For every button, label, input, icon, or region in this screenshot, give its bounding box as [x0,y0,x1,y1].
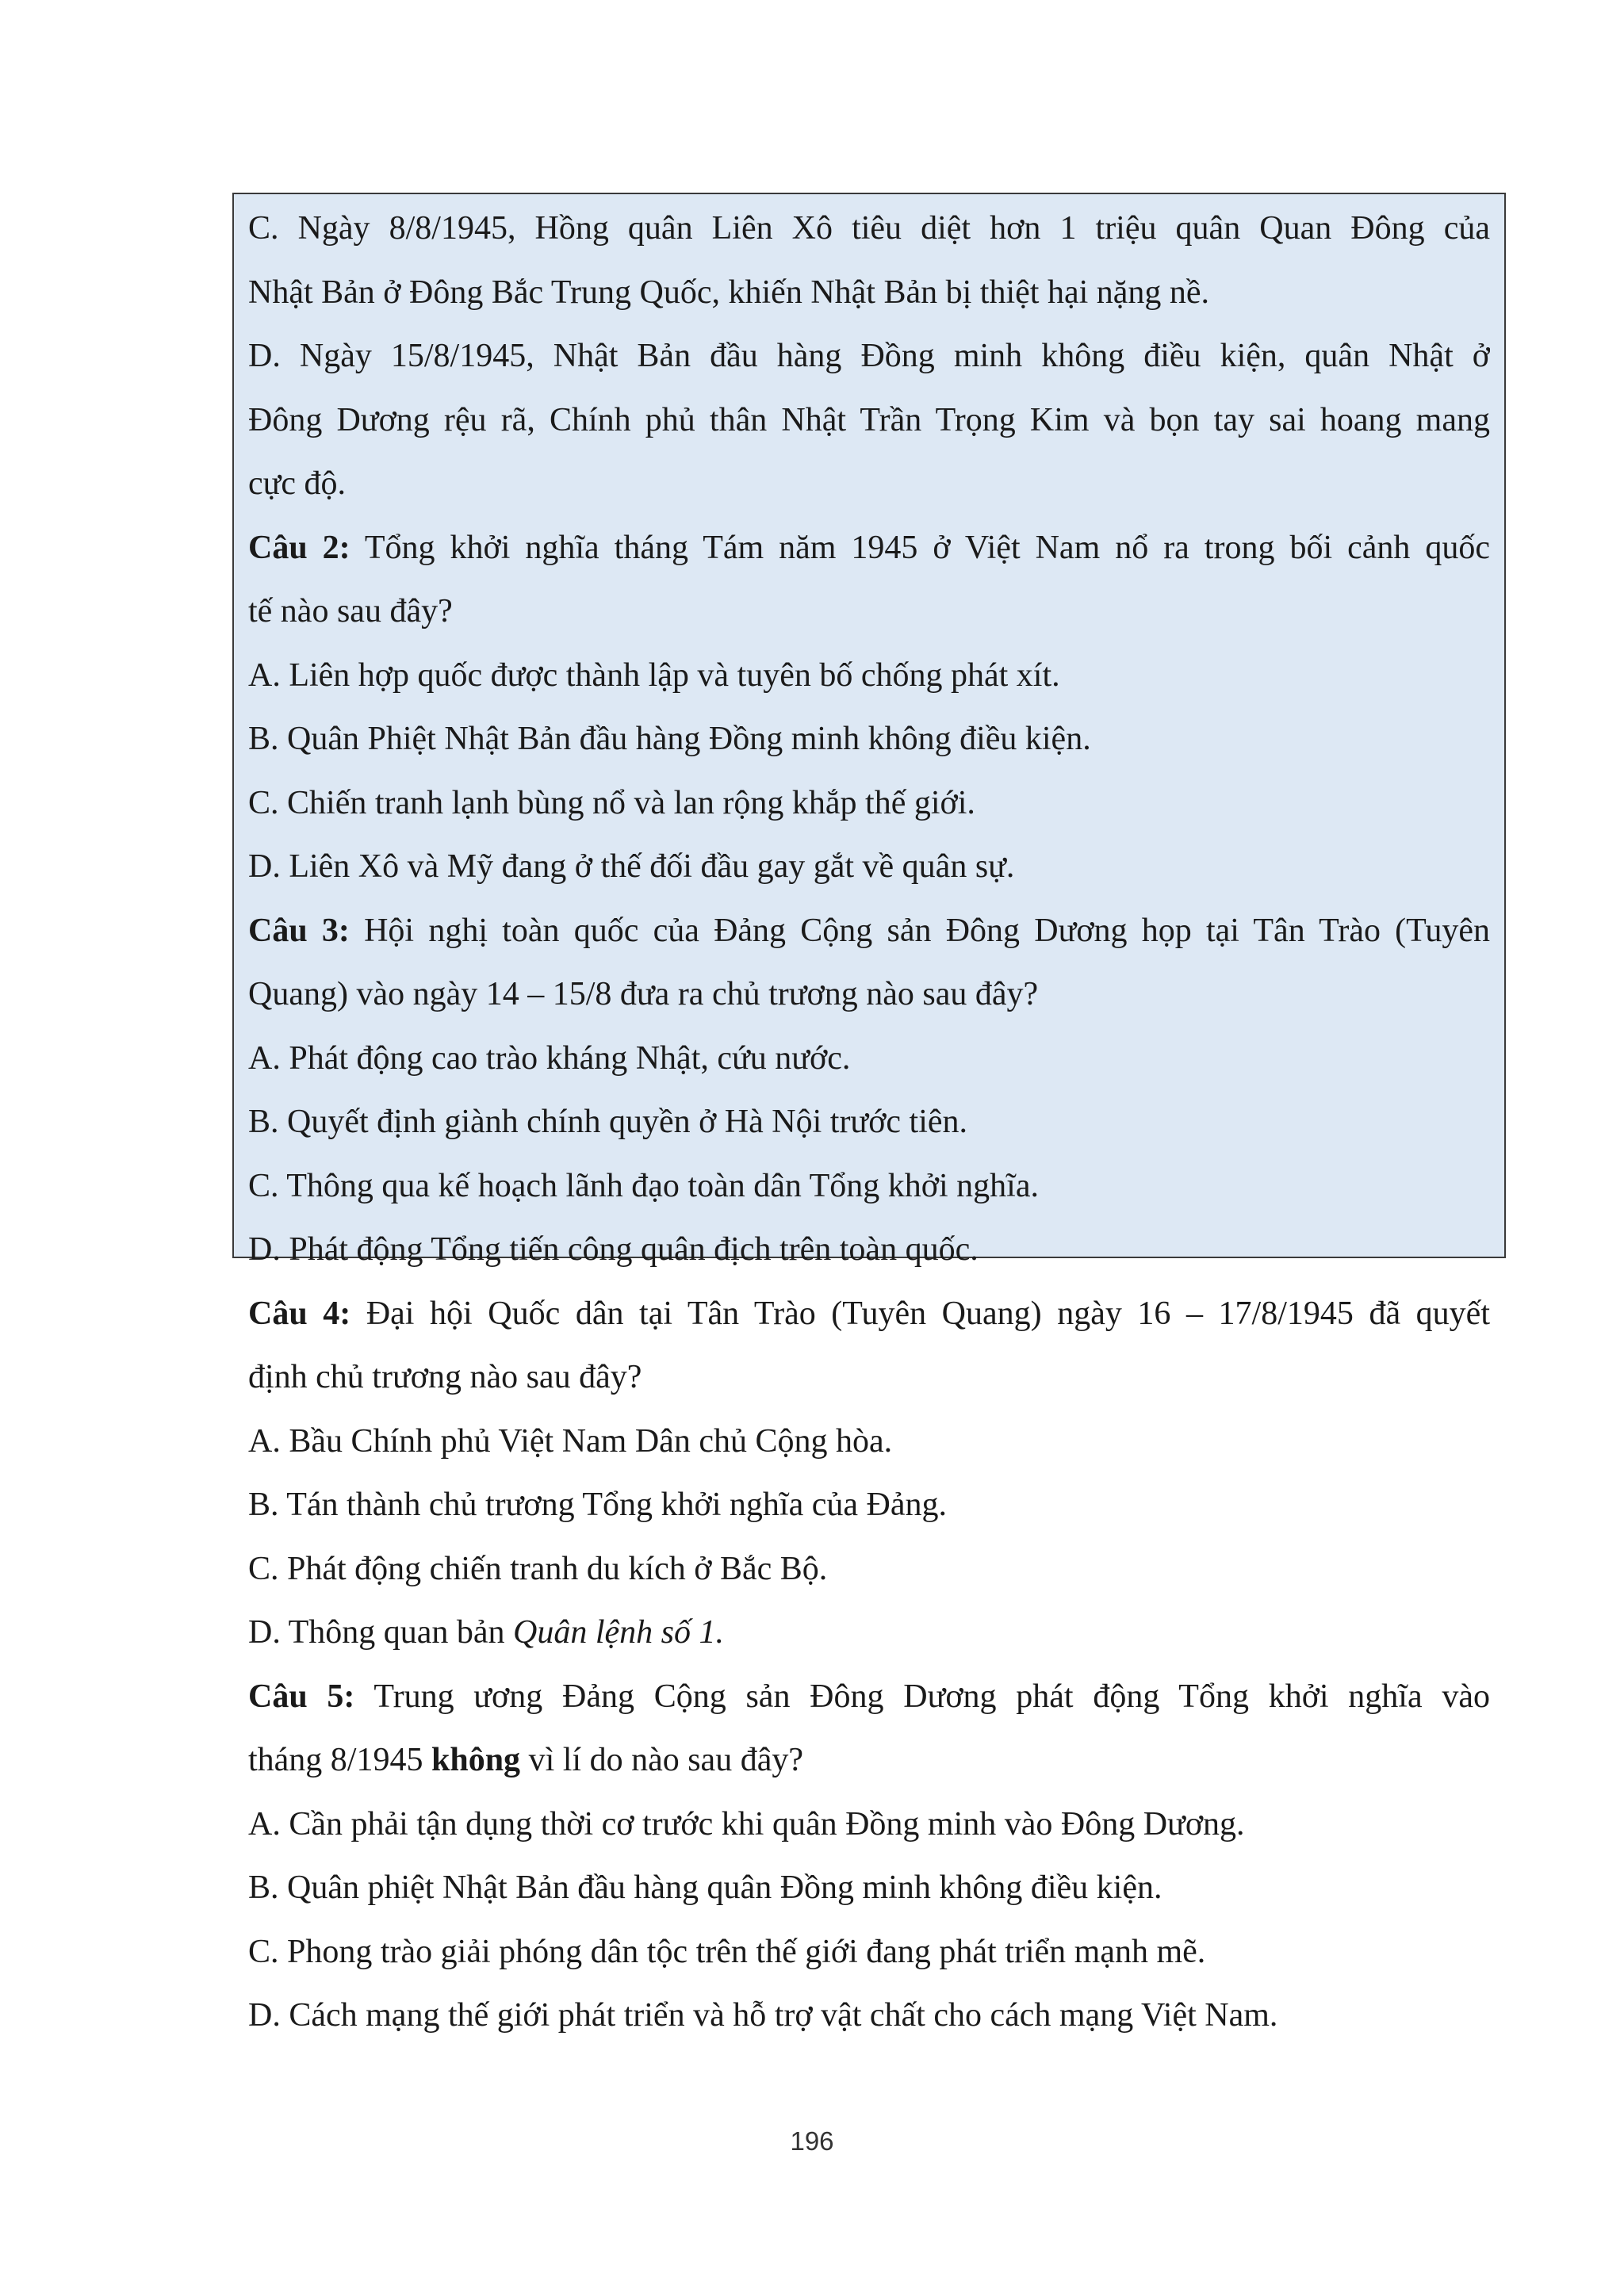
page-number: 196 [790,2126,834,2156]
q5-option-d: D. Cách mạng thế giới phát triển và hỗ trợ vật chất cho cách mạng Việt Nam. [248,1997,1278,2034]
q5-stem-suffix: vì lí do nào sau đây? [520,1742,803,1778]
q2-label: Câu 2: [248,529,350,566]
q3-option-d: D. Phát động Tổng tiến công quân địch trên toàn quốc. [248,1231,979,1268]
q1-option-d-line-2: Đông Dương rệu rã, Chính phủ thân Nhật Trần Trọng Kim và bọn tay sai hoang mang [248,401,1490,438]
q2-stem-line-1 [248,516,1490,580]
q5-stem-text-1: Trung ương Đảng Cộng sản Đông Dương phát động Tổng khởi nghĩa vào [354,1678,1490,1715]
q5-stem-line-1 [248,1665,1490,1729]
q2-option-d: D. Liên Xô và Mỹ đang ở thế đối đầu gay gắt về quân sự. [248,848,1015,885]
q4-stem-line-2: định chủ trương nào sau đây? [248,1359,642,1395]
q5-option-b: B. Quân phiệt Nhật Bản đầu hàng quân Đồng minh không điều kiện. [248,1869,1162,1906]
q5-label: Câu 5: [248,1678,355,1715]
q5-stem-prefix: tháng 8/1945 [248,1742,431,1778]
q1-option-c-line-1: C. Ngày 8/8/1945, Hồng quân Liên Xô tiêu diệt hơn 1 triệu quân Quan Đông của [248,210,1490,247]
q4-option-b: B. Tán thành chủ trương Tổng khởi nghĩa của Đảng. [248,1487,947,1523]
q1-option-c-line-2: Nhật Bản ở Đông Bắc Trung Quốc, khiến Nhật Bản bị thiệt hại nặng nề. [248,274,1210,311]
question-box [232,193,1506,2034]
q3-stem-line-2: Quang) vào ngày 14 – 15/8 đưa ra chủ trương nào sau đây? [248,976,1039,1012]
q4-option-d-suffix: . [715,1614,725,1651]
q2-stem-text-1: Tổng khởi nghĩa tháng Tám năm 1945 ở Việt Nam nổ ra trong bối cảnh quốc [350,529,1490,566]
q2-option-a: A. Liên hợp quốc được thành lập và tuyên bố chống phát xít. [248,656,1060,694]
q5-option-c: C. Phong trào giải phóng dân tộc trên thế giới đang phát triển mạnh mẽ. [248,1933,1206,1970]
q2-option-c: C. Chiến tranh lạnh bùng nổ và lan rộng khắp thế giới. [248,784,975,821]
q1-option-d-line-1: D. Ngày 15/8/1945, Nhật Bản đầu hàng Đồng minh không điều kiện, quân Nhật ở [248,338,1490,374]
q3-label: Câu 3: [248,912,350,949]
q1-option-d-line-3: cực độ. [248,465,347,502]
q3-option-a: A. Phát động cao trào kháng Nhật, cứu nước. [248,1039,851,1077]
q4-label: Câu 4: [248,1295,351,1332]
q4-option-d-italic-title: Quân lệnh số 1 [513,1614,716,1651]
q5-stem-bold-word: không [431,1742,521,1778]
q4-option-a: A. Bầu Chính phủ Việt Nam Dân chủ Cộng hòa. [248,1422,893,1460]
q2-option-b: B. Quân Phiệt Nhật Bản đầu hàng Đồng minh không điều kiện. [248,721,1091,757]
q5-option-a: A. Cần phải tận dụng thời cơ trước khi quân Đồng minh vào Đông Dương. [248,1805,1245,1843]
q4-option-d [248,1601,1490,1665]
q3-option-c: C. Thông qua kế hoạch lãnh đạo toàn dân Tổng khởi nghĩa. [248,1167,1039,1204]
q4-option-d-prefix: D. Thông quan bản [248,1614,514,1651]
q4-stem-line-1 [248,1282,1490,1346]
q5-stem-line-2 [248,1728,1490,1793]
q3-stem-text-1: Hội nghị toàn quốc của Đảng Cộng sản Đông Dương họp tại Tân Trào (Tuyên [349,912,1490,949]
q3-option-b: B. Quyết định giành chính quyền ở Hà Nội trước tiên. [248,1104,968,1140]
q3-stem-line-1 [248,899,1490,963]
q4-stem-text-1: Đại hội Quốc dân tại Tân Trào (Tuyên Quang) ngày 16 – 17/8/1945 đã quyết [350,1295,1490,1332]
q4-option-c: C. Phát động chiến tranh du kích ở Bắc Bộ. [248,1550,828,1587]
q2-stem-line-2: tế nào sau đây? [248,593,453,629]
